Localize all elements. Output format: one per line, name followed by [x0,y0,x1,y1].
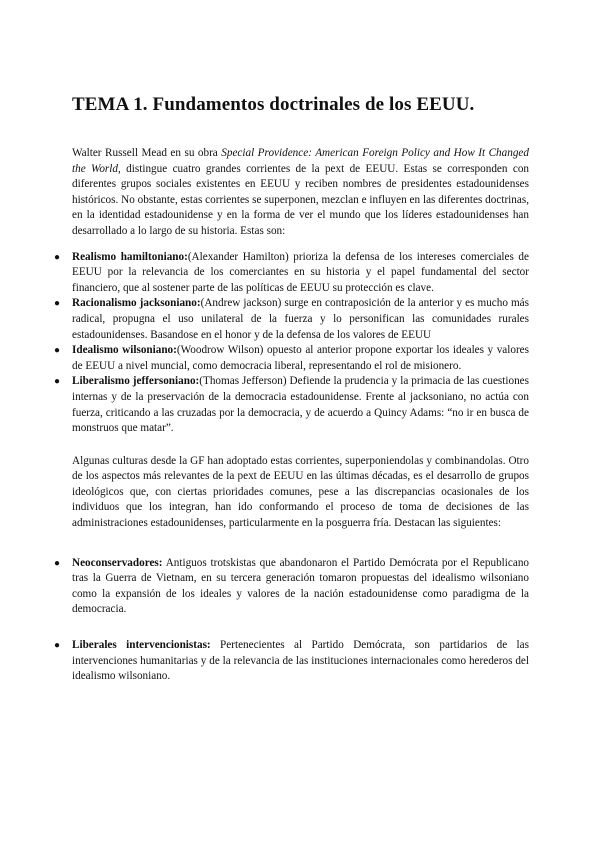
list-item [54,374,529,436]
list-item [54,250,529,297]
document-page [54,94,530,705]
bullet-icon: ● [54,345,61,357]
intro-text-post: , distingue cuatro grandes corrientes de la pext de EEUU. Estas se corresponden con diferentes grupos sociales existentes en EEUU y reciben nombres de presidentes estadounidenses históricos. No obstante, estas corrientes se superponen, mezclan e influyen en las diferentes doctrinas, en la identidad estadounidense y en la forma de ver el mundo que los líderes estadounidenses han desarrollado a lo largo de su historia. Estas son: [72,162,530,237]
term-label: Idealismo wilsoniano: [72,344,177,357]
list-item [54,296,529,343]
intro-text-pre: Walter Russell Mead en su obra [72,147,222,159]
term-description: (Woodrow Wilson) opuesto al anterior propone exportar los ideales y valores de EEUU a nivel muncial, como democracia liberal, representando el rol de misionero. [72,344,529,372]
term-description: Antiguos trotskistas que abandonaron el Partido Demócrata por el Republicano tras la Guerra de Vietnam, en su tercera generación tomaron propuestas del idealismo wilsoniano como la expansión de los ideales y valores de la nación estadounidense como paradigma de la democracia. [72,556,529,616]
spacer [72,437,529,454]
term-label: Realismo hamiltoniano: [72,250,188,263]
term-label: Liberalismo jeffersoniano: [72,375,200,388]
term-label: Liberales intervencionistas: [72,639,211,652]
book-title: Special Providence: American Foreign Policy and How It Changed the World [72,147,529,175]
second-paragraph: Algunas culturas desde la GF han adoptado estas corrientes, superponiendolas y combinandolas. Otro de los aspectos más relevantes de la pext de EEUU en las últimas décadas, es el desarrollo de grupos ideológicos que, con ciertas prioridades comunes, pese a las discrepancias ocasionales de los individuos que los integran, han ido conformando el proceso de toma de decisiones de las administraciones estadounidenses, particularmente en la posguerra fría. Destacan las siguientes: [72,454,529,530]
intro-paragraph [72,146,529,240]
term-label: Racionalismo jacksoniano: [72,297,201,310]
bullet-icon: ● [54,298,61,310]
bullet-icon: ● [54,640,61,652]
term-description: (Alexander Hamilton) prioriza la defensa de los intereses comerciales de EEUU por la relevancia de los comerciantes en su historia y el papel fundamental del sector financiero, que al sostener parte de las políticas de EEUU su protección es clave. [72,250,529,294]
page-title: TEMA 1. Fundamentos doctrinales de los EEUU. [72,94,475,115]
bullet-icon: ● [54,557,61,569]
term-description: (Thomas Jefferson) Defiende la prudencia y la primacia de las cuestiones internas y de la preservación de la democracia estadounidense. Frente al jacksoniano, no actúa con fuerza, criticando a las cruzadas por la democracia, y de acuerdo a Quincy Adams: “no ir en busca de monstruos que matar”. [72,375,529,435]
list-item [54,638,529,685]
bullet-icon: ● [54,376,61,388]
term-description: Pertenecientes al Partido Demócrata, son partidarios de las intervenciones humanitarias y de la relevancia de las instituciones internacionales como herederos del idealismo wilsoniano. [72,639,529,683]
term-label: Neoconservadores: [72,556,163,569]
list-item [54,556,529,618]
list-item [54,343,529,374]
currents-list [54,250,529,437]
term-description: (Andrew jackson) surge en contraposición de la anterior y es mucho más radical, propugna el uso unilateral de la fuerza y lo personifican las comunidades rurales estadounidenses. Basandose en el honor y de la defensa de los valores de EEUU [72,297,529,341]
bullet-icon: ● [54,251,61,263]
groups-list [54,556,529,685]
